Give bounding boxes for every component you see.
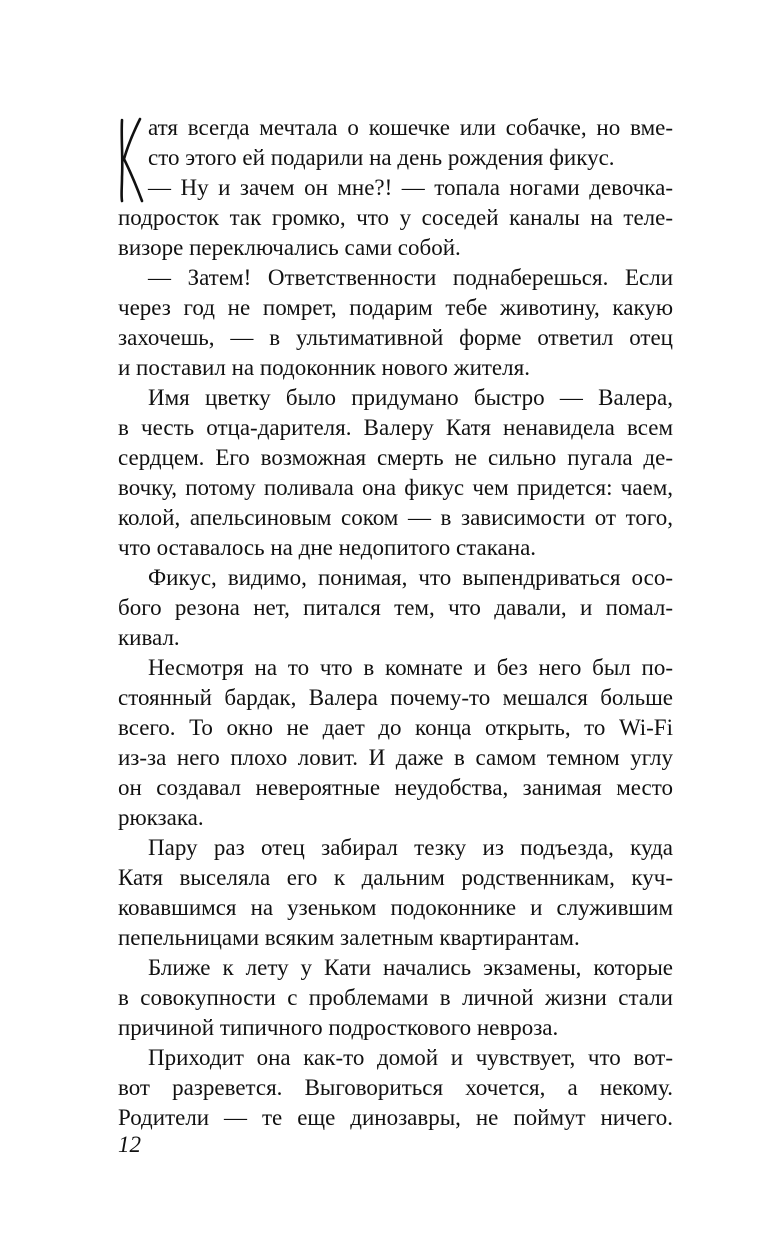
text-line: Катя выселяла его к дальним родственникам, куч- xyxy=(118,865,673,890)
text-line: захочешь, — в ультимативной форме ответил отец xyxy=(118,325,673,350)
body-text xyxy=(118,113,673,1133)
text-line: — Ну и зачем он мне?! — топала ногами девочка- xyxy=(148,175,673,200)
text-line: бого резона нет, питался тем, что давали, и помал- xyxy=(118,595,673,620)
drop-cap-letter xyxy=(118,117,144,203)
text-line: визоре переключались сами собой. xyxy=(118,235,461,260)
text-line: Фикус, видимо, понимая, что выпендриваться осо- xyxy=(148,565,673,590)
text-line: из-за него плохо ловит. И даже в самом темном углу xyxy=(118,745,673,770)
text-line: ковавшимся на узеньком подоконнике и служившим xyxy=(118,895,673,920)
text-line: Родители — те еще динозавры, не поймут ничего. xyxy=(118,1105,673,1130)
text-line: подросток так громко, что у соседей каналы на теле- xyxy=(118,205,673,230)
text-line: Пару раз отец забирал тезку из подъезда, куда xyxy=(148,835,673,860)
text-line: стоянный бардак, Валера почему-то мешался больше xyxy=(118,685,673,710)
text-line: что оставалось на дне недопитого стакана. xyxy=(118,535,537,560)
text-line: в совокупности с проблемами в личной жизни стали xyxy=(118,985,673,1010)
text-line: и поставил на подоконник нового жителя. xyxy=(118,355,530,380)
page-number: 12 xyxy=(118,1132,141,1157)
text-line: колой, апельсиновым соком — в зависимости от того, xyxy=(118,505,673,530)
text-line: Несмотря на то что в комнате и без него был по- xyxy=(148,655,673,680)
text-line: сердцем. Его возможная смерть не сильно пугала де- xyxy=(118,445,673,470)
text-line: вот разревется. Выговориться хочется, а некому. xyxy=(118,1075,673,1100)
text-line: атя всегда мечтала о кошечке или собачке, но вме- xyxy=(148,115,673,140)
text-line: кивал. xyxy=(118,625,180,650)
text-line: пепельницами всяким залетным квартирантам. xyxy=(118,925,580,950)
text-line: Приходит она как-то домой и чувствует, что вот- xyxy=(148,1045,673,1070)
text-line: сто этого ей подарили на день рождения фикус. xyxy=(148,145,615,170)
text-line: он создавал невероятные неудобства, занимая место xyxy=(118,775,673,800)
text-line: Ближе к лету у Кати начались экзамены, которые xyxy=(148,955,673,980)
text-line: рюкзака. xyxy=(118,805,204,830)
text-line: причиной типичного подросткового невроза. xyxy=(118,1015,559,1040)
text-line: вочку, потому поливала она фикус чем придется: чаем, xyxy=(118,475,673,500)
text-line: в честь отца-дарителя. Валеру Катя ненавидела всем xyxy=(118,415,673,440)
text-line: через год не помрет, подарим тебе животину, какую xyxy=(118,295,673,320)
text-line: — Затем! Ответственности поднаберешься. Если xyxy=(148,265,673,290)
text-line: всего. То окно не дает до конца открыть, то Wi-Fi xyxy=(118,715,673,740)
text-line: Имя цветку было придумано быстро — Валера, xyxy=(148,385,673,410)
